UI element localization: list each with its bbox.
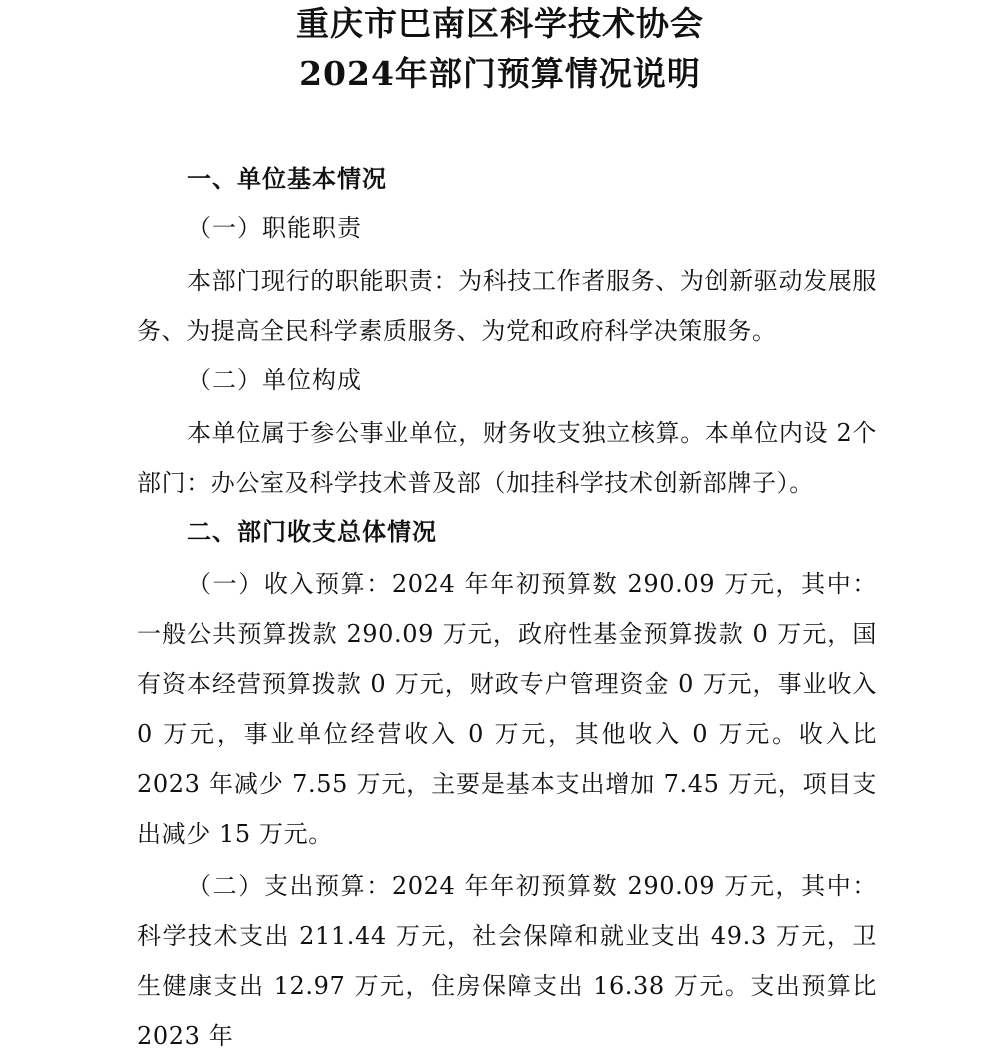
expense-paragraph — [137, 861, 877, 1061]
sub1-paragraph: 本部门现行的职能职责：为科技工作者服务、为创新驱动发展服务、为提高全民科学素质服务、为党和政府科学决策服务。 — [137, 267, 877, 345]
sub2-heading: （二）单位构成 — [187, 366, 362, 394]
sub2-paragraph: 本单位属于参公事业单位，财务收支独立核算。本单位内设 2个部门：办公室及科学技术普及部（加挂科学技术创新部牌子）。 — [137, 419, 877, 497]
income-label: （一）收入预算 — [187, 570, 367, 598]
section1-heading: 一、单位基本情况 — [187, 164, 387, 193]
sub1-heading: （一）职能职责 — [187, 214, 362, 242]
expense-label: （二）支出预算 — [187, 872, 367, 900]
income-text: ：2024 年年初预算数 290.09 万元，其中：一般公共预算拨款 290.09 万元，政府性基金预算拨款 0 万元，国有资本经营预算拨款 0 万元，财政专户管理资金 0 万元，事业收入 0 万元，事业单位经营收入 0 万元，其他收入 0 万元。收入比 2023 年减少 7.55 万元，主要是基本支出增加 7.45 万元，项目支出减少 15 万元。 — [137, 570, 877, 848]
expense-text: ：2024 年年初预算数 290.09 万元，其中：科学技术支出 211.44 万元，社会保障和就业支出 49.3 万元，卫生健康支出 12.97 万元，住房保障支出 16.38 万元。支出预算比 2023 年 — [137, 872, 877, 1050]
income-paragraph — [137, 559, 877, 859]
section2-heading: 二、部门收支总体情况 — [187, 517, 437, 546]
document-title-line2: 2024年部门预算情况说明 — [299, 54, 701, 93]
document-title-line1: 重庆市巴南区科学技术协会 — [296, 4, 704, 43]
